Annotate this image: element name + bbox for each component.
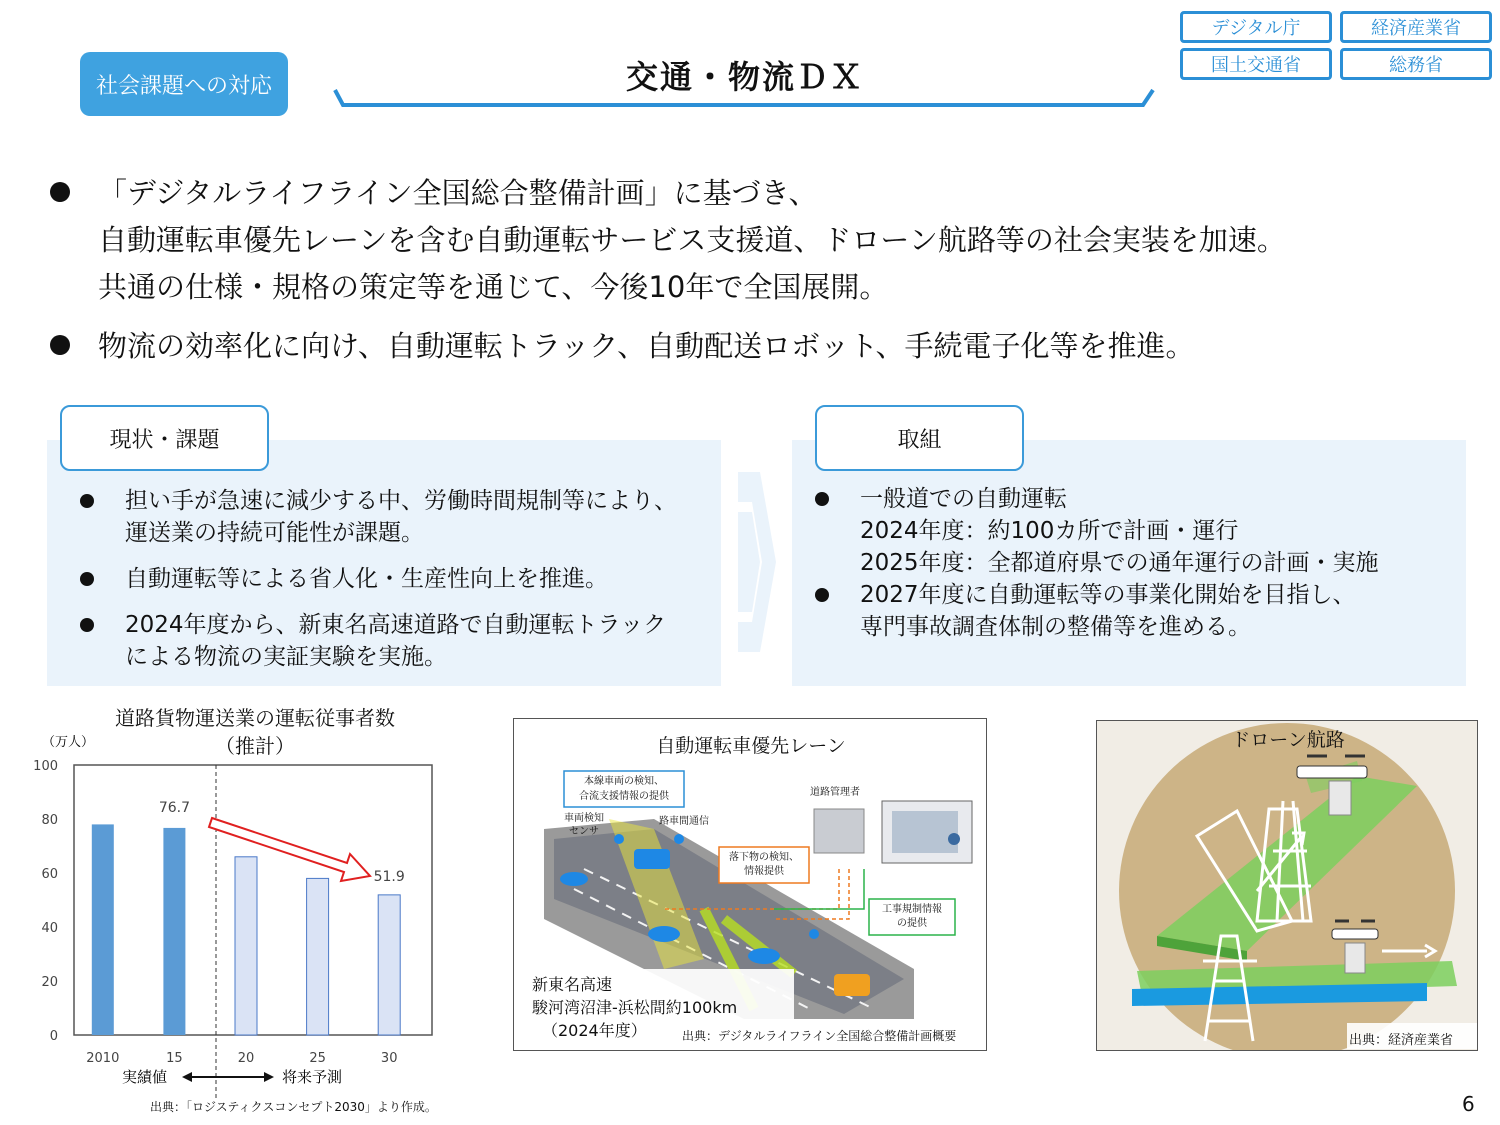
x-tick-label: 30 [380,1051,398,1066]
bar [163,828,185,1035]
list-item [80,563,720,595]
bullet-dot [80,494,94,508]
bar [235,857,257,1035]
bullet-dot [80,572,94,586]
data-label: 76.7 [158,799,190,816]
callout-construction [869,903,955,931]
drone-figure [1096,720,1478,1051]
bullet-line: 自動運転車優先レーンを含む自動運転サービス支援道、ドローン航路等の社会実装を加速。 [98,223,1286,257]
bullet-dot [80,618,94,632]
bullet-line: 「デジタルライフライン全国総合整備計画」に基づき、 [98,176,818,210]
forecast-label: 将来予測 [282,1068,343,1086]
category-tag: 社会課題への対応 [80,52,288,116]
callout-detection [564,774,684,804]
list-line: 専門事故調査体制の整備等を進める。 [860,614,1251,640]
ministry-badge-digital: デジタル庁 [1180,11,1332,43]
y-tick-label: 80 [41,813,58,828]
callout-line: の提供 [897,918,927,929]
drone-source: 出典：経済産業省 [1349,1033,1454,1048]
callout-line: 車両検知 [564,813,604,824]
bar [378,895,400,1035]
bullet-line: 共通の仕様・規格の策定等を通じて、今後10年で全国展開。 [98,270,889,304]
x-tick-label: 2010 [86,1051,120,1066]
bullet-item [50,170,1470,311]
ministry-badge-mlit: 国土交通省 [1180,48,1332,80]
list-line: 運送業の持続可能性が課題。 [125,520,424,546]
data-label: 51.9 [373,868,405,885]
list-line: 2024年度：約100カ所で計画・運行 [860,518,1239,544]
bullet-dot [815,588,829,602]
period-arrow-left [182,1072,192,1082]
list-line: 自動運転等による省人化・生産性向上を推進。 [125,566,608,592]
x-tick-label: 20 [237,1051,255,1066]
caption-line: 新東名高速 [532,975,613,994]
list-item [80,609,720,673]
lane-figure [513,718,987,1051]
callout-line: 工事規制情報 [882,904,942,915]
y-tick-label: 40 [41,921,58,936]
ministry-badge-mic: 総務省 [1340,48,1492,80]
ministry-badge-meti: 経済産業省 [1340,11,1492,43]
y-tick-label: 0 [49,1029,58,1044]
callout-line: 落下物の検知、 [729,852,799,863]
list-line: 2024年度から、新東名高速道路で自動運転トラック [125,612,667,638]
callout-line: センサ [569,826,599,837]
flow-arrow [738,472,778,652]
list-line: による物流の実証実験を実施。 [125,644,447,670]
caption-line: （2024年度） [542,1021,647,1040]
page-title: 交通・物流ＤＸ [625,58,864,96]
bullet-dot [815,492,829,506]
status-panel-tab: 現状・課題 [60,405,269,471]
y-tick-label: 20 [41,975,58,990]
list-item [815,483,1465,579]
title-underline [333,88,1155,110]
lane-source: 出典：デジタルライフライン全国総合整備計画概要 [682,1029,957,1043]
main-bullets [50,170,1470,370]
bar-chart [30,730,440,1100]
list-line: 2027年度に自動運転等の事業化開始を目指し、 [860,582,1356,608]
callout-debris [719,851,809,879]
caption-line: 駿河湾沼津-浜松間約100km [532,998,738,1017]
list-line: 2025年度：全都道府県での通年運行の計画・実施 [860,550,1379,576]
list-item [80,485,720,549]
bar [92,824,114,1035]
list-line: 担い手が急速に減少する中、労働時間規制等により、 [125,488,677,514]
list-item [815,579,1465,643]
callout-sensor [554,812,614,838]
x-tick-label: 25 [309,1051,326,1066]
bullet-line: 物流の効率化に向け、自動運転トラック、自動配送ロボット、手続電子化等を推進。 [98,329,1195,363]
period-arrow-right [264,1072,274,1082]
drone-illustration [1097,721,1478,1051]
bullet-dot [50,335,70,355]
lane-figure-title: 自動運転車優先レーン [656,735,846,757]
bar [307,878,329,1035]
callout-road-manager: 道路管理者 [810,787,860,798]
actual-label: 実績値 [122,1068,168,1086]
callout-line: 情報提供 [744,866,784,877]
action-panel-tab: 取組 [815,405,1024,471]
status-list [80,485,720,673]
chart-source: 出典：「ロジスティクスコンセプト2030」より作成。 [150,1100,437,1114]
bullet-dot [50,182,70,202]
y-tick-label: 60 [41,867,58,882]
callout-v2i: 路車間通信 [659,816,709,827]
callout-line: 本線車両の検知、 [584,776,664,787]
bullet-item [50,323,1470,370]
page-number: 6 [1462,1092,1475,1116]
drone-figure-title: ドローン航路 [1231,729,1345,751]
action-list [815,483,1465,643]
x-tick-label: 15 [166,1051,183,1066]
list-line: 一般道での自動運転 [860,486,1067,512]
chart-title: 道路貨物運送業の運転従事者数 （推計） [115,706,395,758]
callout-line: 合流支援情報の提供 [579,791,669,802]
y-axis-label: （万人） [42,735,95,750]
y-tick-label: 100 [33,759,58,774]
